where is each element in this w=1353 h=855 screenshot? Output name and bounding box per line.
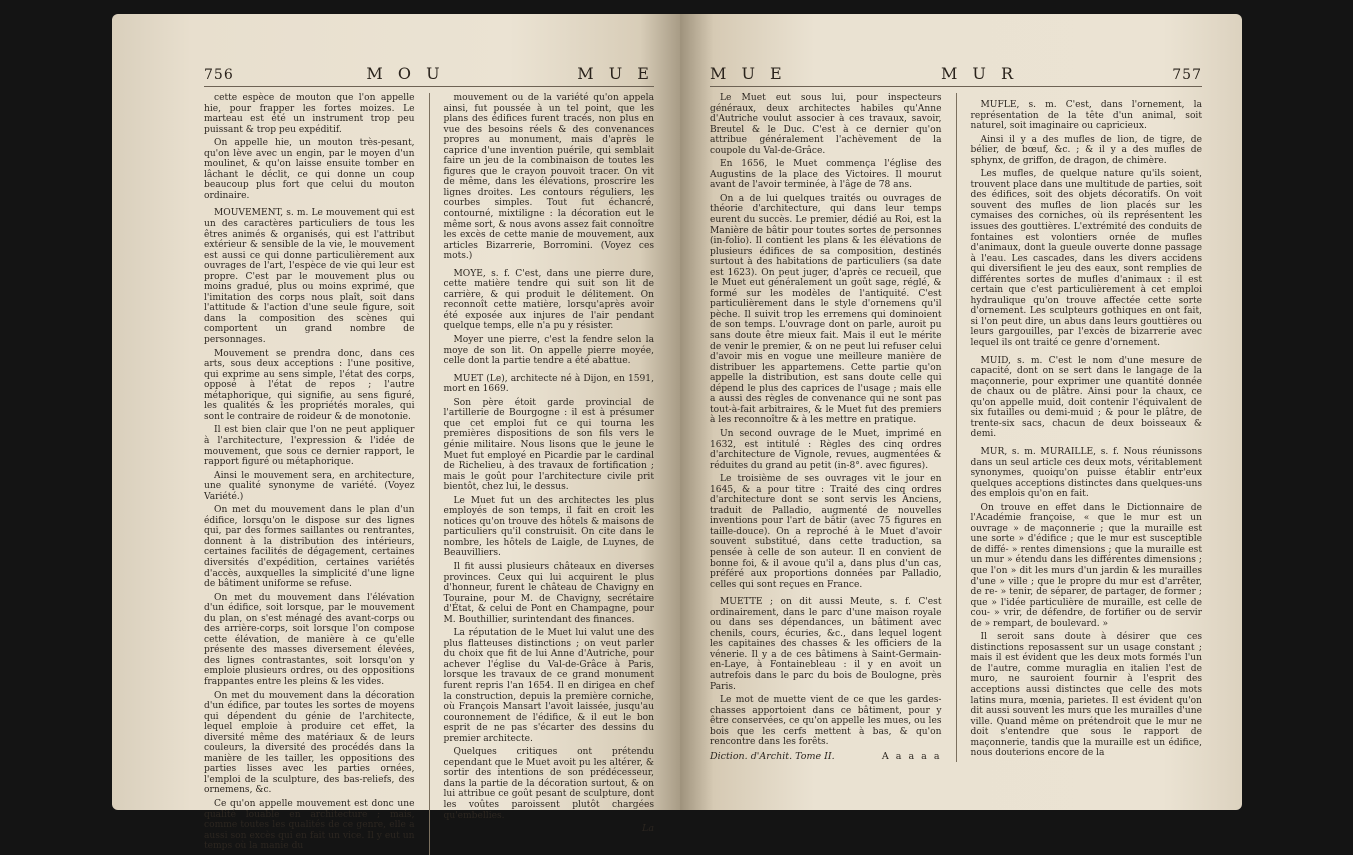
- paragraph: On met du mouvement dans le plan d'un édifice, lorsqu'on le dispose sur des lignes qui, par des formes saillantes ou rentrantes, donnent à la distribution des intérieurs, certaines facilités de dégagement, certaines diversités d'expédition, certaines variétés d'accès, auxquelles la simplicité d'une ligne de bâtiment uniforme se refuse.: [204, 505, 415, 590]
- entry-muid: MUID, s. m. C'est le nom d'une mesure de capacité, dont on se sert dans le langage de la maçonnerie, pour exprimer une quantité donnée de chaux ou de plâtre. Ainsi pour la chaux, ce qu'on appelle muid, doit contenir l'équivalent de six futailles ou demi-muid ; & pour le plâtre, de trente-six sacs, chacun de deux boisseaux & demi.: [970, 355, 1202, 440]
- paragraph: mouvement ou de la variété qu'on appela ainsi, fut poussée à un tel point, que les plans des édifices furent tracés, non plus en vue des besoins réels & des convenances propres au monument, mais d'après le caprice d'une invention puérile, qui semblait faire un jeu de la combinaison de toutes les figures que le crayon pouvoit tracer. On vit de même, dans les élévations, proscrire les lignes droites. Les contours réguliers, les courbes simples. Tout fut échancré, contourné, mixtiligne : la décoration eut le même sort, & nous avons assez fait connoître les excès de cette manie de mouvement, aux articles Bizarrerie, Borromini. (Voyez ces mots.): [443, 93, 654, 262]
- paragraph: Il seroit sans doute à désirer que ces distinctions reposassent sur un usage constant ; mais il est évident que les deux mots formés l'un de l'autre, comme muraglia en italien l'est de muro, ne sauroient fournir à l'esprit des acceptions aussi distinctes que celle des mots latins mura, mœnia, parietes. Il est évident qu'on dit aussi souvent les murs que les murailles d'une ville. Quand même on prétendroit que le mur ne doit s'entendre que sous le rapport de maçonnerie, tandis que la muraille est un édifice, nous douterions encore de la: [970, 632, 1202, 759]
- paragraph: Le Muet fut un des architectes les plus employés de son temps, il fait en croit les notices qu'on trouve des hôtels & maisons de particuliers qu'il construisit. On cite dans le nombre, les hôtels de Laigle, de Luynes, de Beauvilliers.: [443, 495, 654, 559]
- right-columns: [710, 93, 1202, 762]
- paragraph: Le troisième de ses ouvrages vit le jour en 1645, & a pour titre : Traité des cinq ordres d'architecture dont se sont servis les Anciens, traduit de Palladio, augmenté de nouvelles inventions pour l'art de bâtir (avec 75 figures en taille-douce). On a reproché à le Muet d'avoir souvent substitué, dans cette traduction, sa pensée à celle de son auteur. Il en convient de bonne foi, & il avoue qu'il a, dans plus d'un cas, préféré aux proportions données par Palladio, celles qui sont reçues en France.: [710, 474, 942, 590]
- paragraph: La réputation de le Muet lui valut une des plus flatteuses distinctions ; on veut parler du choix que fit de lui Anne d'Autriche, pour achever l'église du Val-de-Grâce à Paris, lorsque les travaux de ce grand monument furent repris l'an 1654. Il en dirigea en chef la construction, depuis la première corniche, où François Mansart l'avoit laissée, jusqu'au couronnement de l'édifice, & il eut le bon esprit de ne pas s'écarter des dessins du premier architecte.: [443, 628, 654, 744]
- paragraph: On a de lui quelques traités ou ouvrages de théorie d'architecture, qui dans leur temps eurent du succès. Le premier, dédié au Roi, est la Manière de bâtir pour toutes sortes de personnes (in-folio). Il contient les plans & les élévations de plusieurs édifices de sa composition, destinés surtout à des habitations de particuliers (sa date est 1623). On peut juger, d'après ce recueil, que le Muet eut généralement un goût sage, réglé, & formé sur les modèles de l'antiquité. C'est particulièrement dans le style d'ornemens qu'il pèche. Il suivit trop les erremens qui dominoient de son temps. L'ouvrage dont on parle, auroit pu sans doute être mieux fait. Mais il eut le mérite de venir le premier, & on ne peut lui refuser celui d'avoir mis en vogue une meilleure manière de distribuer les appartemens. Cette partie qu'on appelle la distribution, est sans doute celle qui dépend le plus des caprices de l'usage ; mais elle a aussi des règles de convenance qui ne sont pas tout-à-fait arbitraires, & le Muet fut des premiers à les reconnoître & à les mettre en pratique.: [710, 193, 942, 426]
- column-rule: [956, 93, 957, 762]
- catchword: La: [642, 823, 654, 835]
- volume-signature: Diction. d'Archit. Tome II.: [710, 750, 835, 762]
- entry-mur: MUR, s. m. MURAILLE, s. f. Nous réunissons dans un seul article ces deux mots, véritablement synonymes, quoiqu'on puisse établir entr'eux quelques acceptions distinctes dans quelques-uns des emplois qu'on en fait.: [970, 446, 1202, 500]
- left-head-word-1: M O U: [366, 64, 445, 83]
- paragraph: Moyer une pierre, c'est la fendre selon la moye de son lit. On appelle pierre moyée, celle dont la partie tendre a été abattue.: [443, 335, 654, 367]
- right-head-word-2: M U R: [940, 64, 1019, 83]
- paragraph: Mouvement se prendra donc, dans ces arts, sous deux acceptions : l'une positive, qui exprime au sens simple, l'état des corps, opposé à l'état de repos ; l'autre métaphorique, qui signifie, au sens figuré, les qualités & les propriétés morales, qui sont le contraire de roideur & de monotonie.: [204, 348, 415, 422]
- right-column-2: [971, 93, 1203, 762]
- paragraph: Un second ouvrage de le Muet, imprimé en 1632, est intitulé : Règles des cinq ordres d'architecture de Vignole, revues, augmentées & réduites du grand au petit (in-8°. avec figures).: [710, 428, 942, 471]
- right-head-word-1: M U E: [710, 64, 787, 83]
- paragraph: Le mot de muette vient de ce que les gardes-chasses apportoient dans ce bâtiment, pour y être conservées, ce qu'on appelle les mues, ou les bois que les cerfs mettent à bas, & qu'on rencontre dans les forêts.: [710, 695, 942, 748]
- left-column-2: [444, 93, 655, 855]
- paragraph: En 1656, le Muet commença l'église des Augustins de la place des Victoires. Il mourut avant de l'avoir terminée, à l'âge de 78 ans.: [710, 159, 942, 191]
- paragraph: Les mufles, de quelque nature qu'ils soient, trouvent place dans une multitude de parties, soit des édifices, soit des objets décoratifs. On voit souvent des mufles de lion placés sur les cymaises des corniches, où ils représentent les issues des gouttières. L'extrémité des conduits de fontaines est volontiers ornée de mufles d'animaux, dont la gueule ouverte donne passage à l'eau. Les cascades, dans les divers accidens qui diversifient le jeu des eaux, sont remplies de différentes sortes de mufles d'animaux : il est certain que c'est particulièrement à cet emploi hydraulique qu'on trouve affectée cette sorte d'ornement. Les sculpteurs gothiques en ont fait, si l'on peut dire, un abus dans leurs gouttières ou leurs gargouilles, par l'excès de bizarrerie avec lequel ils ont traité ce genre d'ornement.: [970, 169, 1202, 349]
- paragraph: Quelques critiques ont prétendu cependant que le Muet avoit pu les altérer, & sortir des intentions de son prédécesseur, dans la partie de la décoration surtout, & on lui attribue ce goût pesant de sculpture, dont les voûtes paroissent plutôt chargées qu'embellies.: [443, 747, 654, 821]
- left-head-word-2: M U E: [577, 64, 654, 83]
- gathering-mark: A a a a a: [881, 750, 942, 762]
- entry-muet: MUET (Le), architecte né à Dijon, en 1591, mort en 1669.: [443, 373, 654, 395]
- paragraph: Il est bien clair que l'on ne peut appliquer à l'architecture, l'expression & l'idée de mouvement, que sous ce dernier rapport, le rapport figuré ou métaphorique.: [204, 425, 415, 468]
- entry-mufle: MUFLE, s. m. C'est, dans l'ornement, la représentation de la tête d'un animal, soit naturel, soit imaginaire ou capricieux.: [970, 100, 1202, 132]
- paragraph: On met du mouvement dans l'élévation d'un édifice, soit lorsque, par le mouvement du plan, on s'est ménagé des avant-corps ou des arrière-corps, soit lorsque l'on compose cette élévation, de manière à ce qu'elle présente des masses diversement élevées, des lignes contrastantes, soit lorsqu'on y emploie plusieurs ordres, ou des oppositions frappantes entre les pleins & les vides.: [204, 592, 415, 687]
- left-columns: [204, 93, 654, 855]
- paragraph: Ce qu'on appelle mouvement est donc une qualité louable en architecture ; mais, comme toutes les qualités de ce genre, elle a aussi son excès qui en fait un vice. Il y eut un temps où la manie du: [204, 799, 415, 852]
- entry-moye: MOYE, s. f. C'est, dans une pierre dure, cette matière tendre qui suit son lit de carrière, & qui produit le délitement. On reconnoît cette matière, lorsqu'après avoir été exposée aux injures de l'air pendant quelque temps, elle n'a pu y résister.: [443, 268, 654, 332]
- right-column-1: [710, 93, 942, 762]
- right-running-head: [710, 64, 1202, 87]
- left-page-number: 756: [204, 67, 234, 83]
- paragraph: Le Muet eut sous lui, pour inspecteurs généraux, deux architectes habiles qu'Anne d'Autriche voulut associer à ces travaux, savoir, Breutel & le Duc. C'est à ce dernier qu'on attribue généralement l'achèvement de la coupole du Val-de-Grâce.: [710, 93, 942, 156]
- open-book: [112, 14, 1242, 852]
- paragraph: On appelle hie, un mouton très-pesant, qu'on lève avec un engin, par le moyen d'un moulinet, & qu'on laisse ensuite tomber en lâchant le déclit, ce qui donne un coup beaucoup plus fort que celui du mouton ordinaire.: [204, 138, 415, 201]
- paragraph: Ainsi il y a des mufles de lion, de tigre, de bélier, de bœuf, &c. ; & il y a des mufles de sphynx, de griffon, de dragon, de chimère.: [970, 134, 1202, 166]
- entry-muette: MUETTE ; on dit aussi Meute, s. f. C'est ordinairement, dans le parc d'une maison royale ou dans ses dépendances, un bâtiment avec chenils, cours, écuries, &c., dans lequel logent les capitaines des chasses & les officiers de la vénerie. Il y a de ces bâtimens à Saint-Germain-en-Laye, à Fontainebleau : il y en avoit un autrefois dans le parc du bois de Boulogne, près Paris.: [710, 597, 942, 692]
- paragraph: Son père étoit garde provincial de l'artillerie de Bourgogne : il est à présumer que cet emploi fut ce qui tourna les premières dispositions de son fils vers le génie militaire. Nous lisons que le jeune le Muet fut employé en Picardie par le cardinal de Richelieu, à des travaux de fortification ; mais le goût pour l'architecture civile prit bientôt, chez lui, le dessus.: [443, 397, 654, 493]
- paragraph: Ainsi le mouvement sera, en architecture, une qualité synonyme de variété. (Voyez Variété.): [204, 470, 415, 502]
- entry-mouvement: MOUVEMENT, s. m. Le mouvement qui est un des caractères particuliers de tous les êtres animés & organisés, qui est l'attribut extérieur & sensible de la vie, le mouvement est aussi ce qui donne particulièrement aux ouvrages de l'art, l'espèce de vie qui leur est propre. C'est par le mouvement plus ou moins gradué, plus ou moins exprimé, que l'imitation des corps nous plaît, soit dans l'attitude & l'action d'une seule figure, soit dans la composition des scènes qui comportent un grand nombre de personnages.: [204, 208, 415, 346]
- paragraph: On met du mouvement dans la décoration d'un édifice, par toutes les sortes de moyens qui dépendent du génie de l'architecte, lequel emploie à produire cet effet, la diversité même des matériaux & de leurs couleurs, la diversité des procédés dans la manière de les tailler, les oppositions des parties lisses avec les parties ornées, l'emploi de la sculpture, des bas-reliefs, des ornemens, &c.: [204, 690, 415, 796]
- paragraph: Il fit aussi plusieurs châteaux en diverses provinces. Ceux qui lui acquirent le plus d'honneur, furent le château de Chavigny en Touraine, pour M. de Chavigny, secrétaire d'État, & celui de Pont en Champagne, pour M. Bouthillier, surintendant des finances.: [443, 561, 654, 625]
- left-page: [112, 14, 680, 852]
- left-column-1: [204, 93, 415, 855]
- paragraph: cette espèce de mouton que l'on appelle hie, pour frapper les fortes moizes. Le marteau est été un instrument trop peu puissant & trop peu expéditif.: [204, 93, 415, 135]
- signature-line: [710, 752, 942, 763]
- left-running-head: [204, 64, 654, 87]
- paragraph: On trouve en effet dans le Dictionnaire de l'Académie françoise, « que le mur est un ouvrage » de maçonnerie ; que la muraille est une sorte » d'édifice ; que le mur est susceptible de diffé- » rentes dimensions ; que la muraille est un mur » étendu dans les différentes dimensions ; que l'on » dit les murs d'un jardin & les murailles d'une » ville ; que le propre du mur est d'arrêter, de re- » tenir, de séparer, de partager, de former ; que » l'idée particulière de muraille, est celle de cou- » vrir, de défendre, de fortifier ou de servir de » rempart, de boulevard. »: [970, 502, 1202, 629]
- right-page-number: 757: [1172, 67, 1202, 83]
- right-page: [680, 14, 1242, 810]
- column-rule: [429, 93, 430, 855]
